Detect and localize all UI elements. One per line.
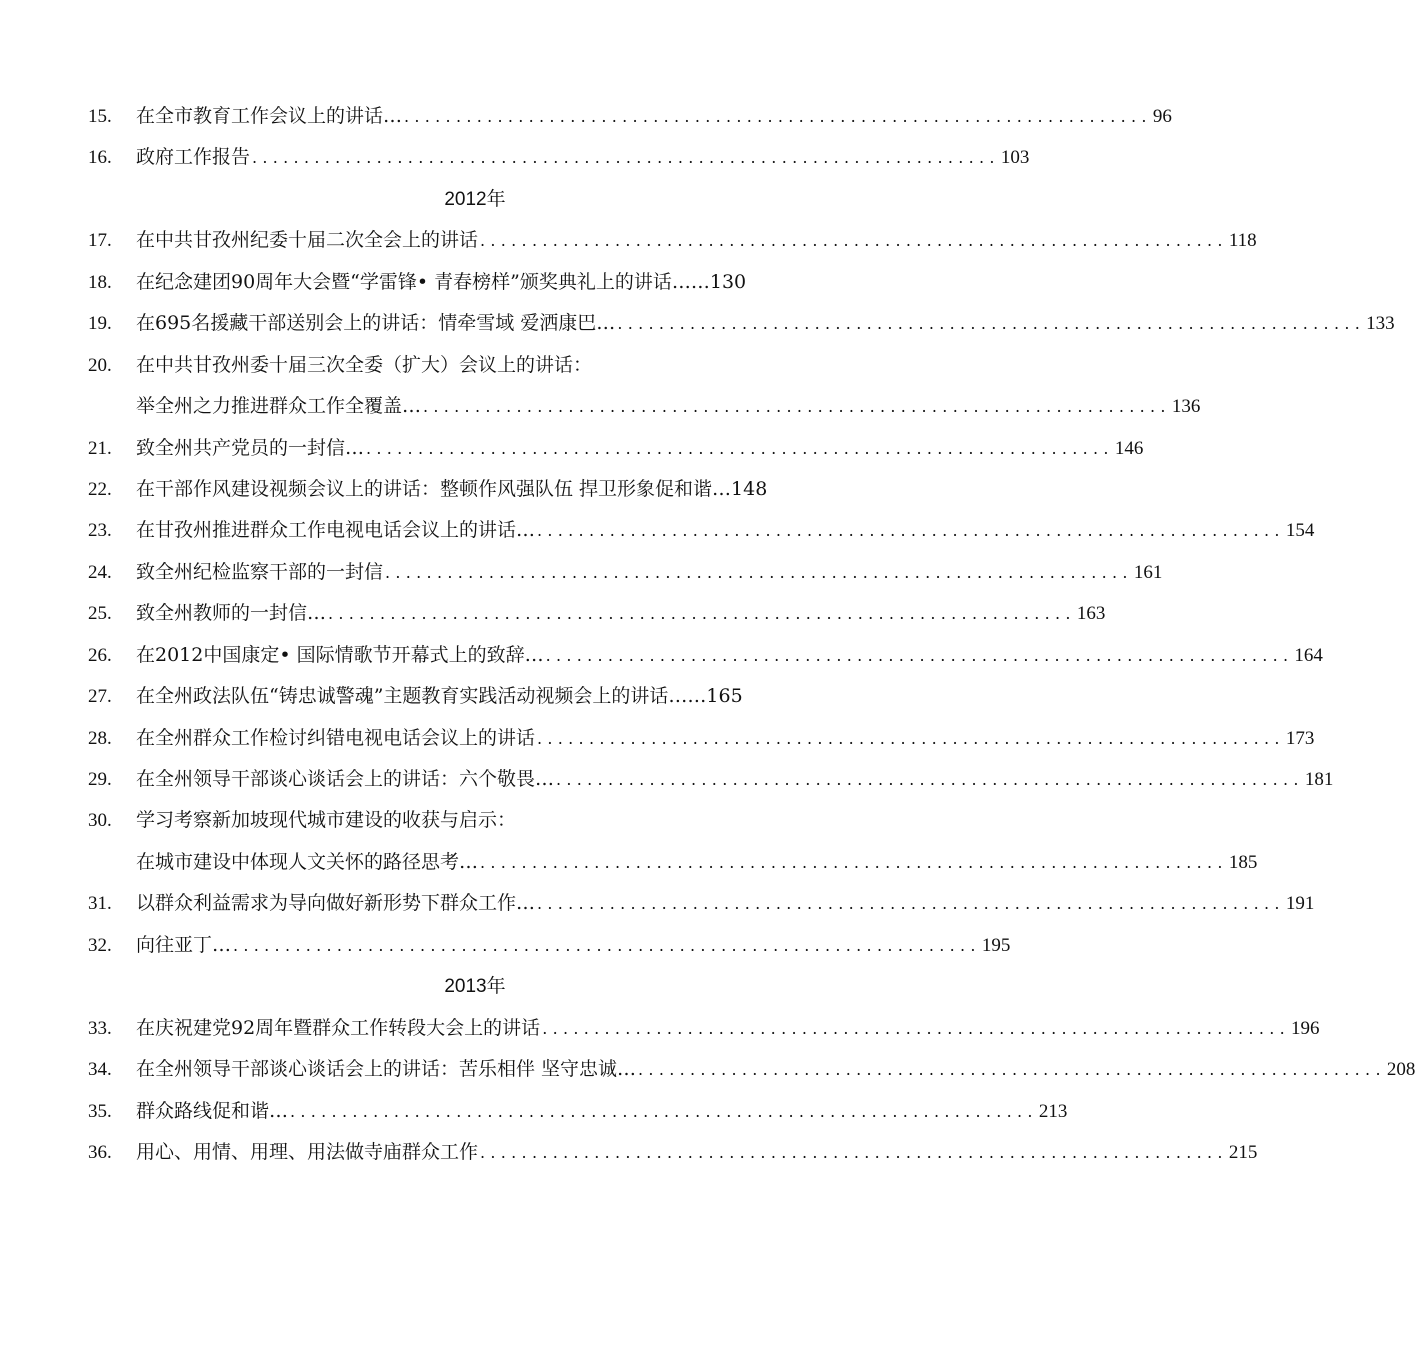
entry-line xyxy=(136,137,1030,178)
entry-title: 在城市建设中体现人文关怀的路径思考… xyxy=(136,850,479,873)
entry-line xyxy=(136,510,1315,551)
page-number: 181 xyxy=(1304,769,1334,790)
entry-title: 在纪念建团90周年大会暨“学雷锋• 青春榜样”颁奖典礼上的讲话……130 xyxy=(136,270,747,293)
entry-title: 以群众利益需求为导向做好新形势下群众工作… xyxy=(136,892,536,915)
entry-number: 28. xyxy=(88,727,112,749)
dot-leader: ........................................................................ xyxy=(537,894,1285,914)
entry-number: 18. xyxy=(88,271,112,293)
entry-title: 在695名援藏干部送别会上的讲话：情牵雪域 爱洒康巴… xyxy=(136,312,616,335)
dot-leader: ........................................................................ xyxy=(480,1142,1228,1162)
entry-number: 33. xyxy=(88,1017,112,1039)
entry-line xyxy=(136,1049,1415,1090)
toc-entry xyxy=(0,96,1172,137)
toc-entry xyxy=(0,883,1315,924)
entry-line xyxy=(136,96,1172,137)
entry-title: 在全州领导干部谈心谈话会上的讲话：苦乐相伴 坚守忠诚… xyxy=(136,1058,637,1081)
entry-line xyxy=(136,469,859,510)
page-number: 173 xyxy=(1285,727,1315,749)
page-number: 191 xyxy=(1285,893,1315,915)
toc-entry xyxy=(0,1008,1320,1049)
entry-line xyxy=(136,1132,1258,1173)
toc-entry xyxy=(0,510,1315,551)
year-heading: 2012年 xyxy=(444,188,506,210)
entry-title: 在干部作风建设视频会议上的讲话：整顿作风强队伍 捍卫形象促和谐…148 xyxy=(136,477,768,500)
dot-leader: ........................................................................ xyxy=(537,728,1285,748)
entry-number: 36. xyxy=(88,1141,112,1163)
entry-title: 致全州教师的一封信… xyxy=(136,602,327,625)
entry-title: 用心、用情、用理、用法做寺庙群众工作 xyxy=(136,1140,479,1163)
entry-title: 举全州之力推进群众工作全覆盖… xyxy=(136,395,422,418)
entry-line xyxy=(136,1008,1320,1049)
page-number: 161 xyxy=(1133,561,1163,583)
entry-line xyxy=(136,345,859,386)
toc-entry xyxy=(0,262,950,303)
page-number: 208 xyxy=(1386,1059,1415,1081)
entry-title: 向往亚丁… xyxy=(136,933,232,956)
entry-title: 在全州领导干部谈心谈话会上的讲话：六个敬畏… xyxy=(136,768,555,790)
toc-entry xyxy=(0,676,950,717)
entry-number: 34. xyxy=(88,1059,112,1081)
dot-leader: ........................................................................ xyxy=(366,438,1114,458)
entry-number: 29. xyxy=(88,769,112,790)
toc-entry xyxy=(0,718,1315,759)
entry-line xyxy=(136,883,1315,924)
toc-entry xyxy=(0,759,1334,800)
toc-entry xyxy=(0,593,1106,634)
page-number: 196 xyxy=(1290,1017,1320,1039)
year-heading: 2013年 xyxy=(444,976,506,998)
toc-entry xyxy=(0,220,1257,261)
page-number: 103 xyxy=(1000,147,1030,169)
page-number: 136 xyxy=(1171,396,1201,418)
page-number: 163 xyxy=(1076,603,1106,625)
dot-leader: ........................................................................ xyxy=(638,1060,1386,1080)
entry-line xyxy=(136,262,859,303)
entry-number: 21. xyxy=(88,437,112,459)
entry-line xyxy=(136,800,859,841)
page-number: 164 xyxy=(1294,644,1323,666)
entry-title: 在中共甘孜州纪委十届二次全会上的讲话 xyxy=(136,229,479,252)
toc-entry xyxy=(0,1049,1415,1090)
dot-leader: ........................................................................ xyxy=(480,852,1228,872)
entry-number: 30. xyxy=(88,810,112,832)
entry-title: 在中共甘孜州委十届三次全委（扩大）会议上的讲话： xyxy=(136,353,593,376)
toc-entry xyxy=(0,303,1395,344)
toc-entry xyxy=(0,635,1323,676)
dot-leader: ........................................................................ xyxy=(385,562,1133,582)
entry-line xyxy=(136,552,1163,593)
entry-number: 17. xyxy=(88,230,112,252)
entry-number: 16. xyxy=(88,147,112,169)
dot-leader: ........................................................................ xyxy=(328,604,1076,624)
entry-line xyxy=(136,428,1144,469)
toc-entry xyxy=(0,345,950,386)
dot-leader: ........................................................................ xyxy=(423,397,1171,417)
toc-entry xyxy=(0,386,1201,427)
page-number: 213 xyxy=(1038,1100,1068,1122)
page-number: 118 xyxy=(1228,230,1257,252)
entry-title: 群众路线促和谐… xyxy=(136,1099,289,1122)
entry-number: 15. xyxy=(88,106,112,127)
entry-line xyxy=(136,1091,1068,1132)
page-number: 154 xyxy=(1285,520,1315,542)
entry-line xyxy=(136,676,859,717)
entry-number: 26. xyxy=(88,644,112,666)
toc-entry xyxy=(0,137,1030,178)
entry-number: 19. xyxy=(88,313,112,335)
entry-line xyxy=(136,718,1315,759)
page-number: 215 xyxy=(1228,1141,1258,1163)
page-number: 195 xyxy=(981,934,1011,956)
entry-line xyxy=(136,220,1257,261)
entry-title: 在甘孜州推进群众工作电视电话会议上的讲话… xyxy=(136,519,536,542)
toc-entry xyxy=(0,552,1163,593)
entry-title: 在庆祝建党92周年暨群众工作转段大会上的讲话 xyxy=(136,1016,541,1039)
entry-number: 27. xyxy=(88,686,112,708)
page-number: 185 xyxy=(1228,851,1258,873)
toc-entry xyxy=(0,925,1011,966)
entry-title: 在全市教育工作会议上的讲话… xyxy=(136,105,403,127)
dot-leader: ........................................................................ xyxy=(617,314,1366,334)
table-of-contents xyxy=(0,96,1415,1173)
entry-title: 致全州纪检监察干部的一封信 xyxy=(136,560,384,583)
entry-title: 政府工作报告 xyxy=(136,146,251,169)
toc-entry xyxy=(0,428,1144,469)
entry-line xyxy=(136,593,1106,634)
toc-entry xyxy=(0,842,1258,883)
dot-leader: ........................................................................ xyxy=(290,1101,1038,1121)
entry-line xyxy=(136,303,1395,344)
entry-title: 致全州共产党员的一封信… xyxy=(136,436,365,459)
entry-number: 31. xyxy=(88,893,112,915)
page-number: 133 xyxy=(1366,313,1395,335)
toc-entry xyxy=(0,800,950,841)
entry-title: 在全州群众工作检讨纠错电视电话会议上的讲话 xyxy=(136,726,536,749)
dot-leader: ........................................................................ xyxy=(545,645,1294,665)
dot-leader: ........................................................................ xyxy=(404,107,1152,126)
page-number: 146 xyxy=(1114,437,1144,459)
entry-line xyxy=(136,925,1011,966)
entry-number: 20. xyxy=(88,354,112,376)
toc-entry xyxy=(0,469,950,510)
entry-number: 24. xyxy=(88,561,112,583)
entry-title: 在2012中国康定• 国际情歌节开幕式上的致辞… xyxy=(136,643,544,666)
page-number: 96 xyxy=(1152,106,1172,127)
dot-leader: ........................................................................ xyxy=(556,770,1304,789)
entry-line xyxy=(136,386,1201,427)
dot-leader: ........................................................................ xyxy=(480,231,1228,251)
dot-leader: ........................................................................ xyxy=(542,1018,1290,1038)
entry-title: 在全州政法队伍“铸忠诚警魂”主题教育实践活动视频会上的讲话……165 xyxy=(136,685,743,708)
entry-line xyxy=(136,842,1258,883)
entry-line xyxy=(136,635,1323,676)
entry-line xyxy=(136,759,1334,800)
entry-title: 学习考察新加坡现代城市建设的收获与启示： xyxy=(136,809,517,832)
entry-number: 25. xyxy=(88,603,112,625)
entry-number: 35. xyxy=(88,1100,112,1122)
dot-leader: ........................................................................ xyxy=(252,148,1000,168)
toc-entry xyxy=(0,1091,1068,1132)
entry-number: 22. xyxy=(88,478,112,500)
dot-leader: ........................................................................ xyxy=(537,521,1285,541)
entry-number: 32. xyxy=(88,934,112,956)
dot-leader: ........................................................................ xyxy=(233,935,981,955)
toc-entry xyxy=(0,1132,1258,1173)
entry-number: 23. xyxy=(88,520,112,542)
